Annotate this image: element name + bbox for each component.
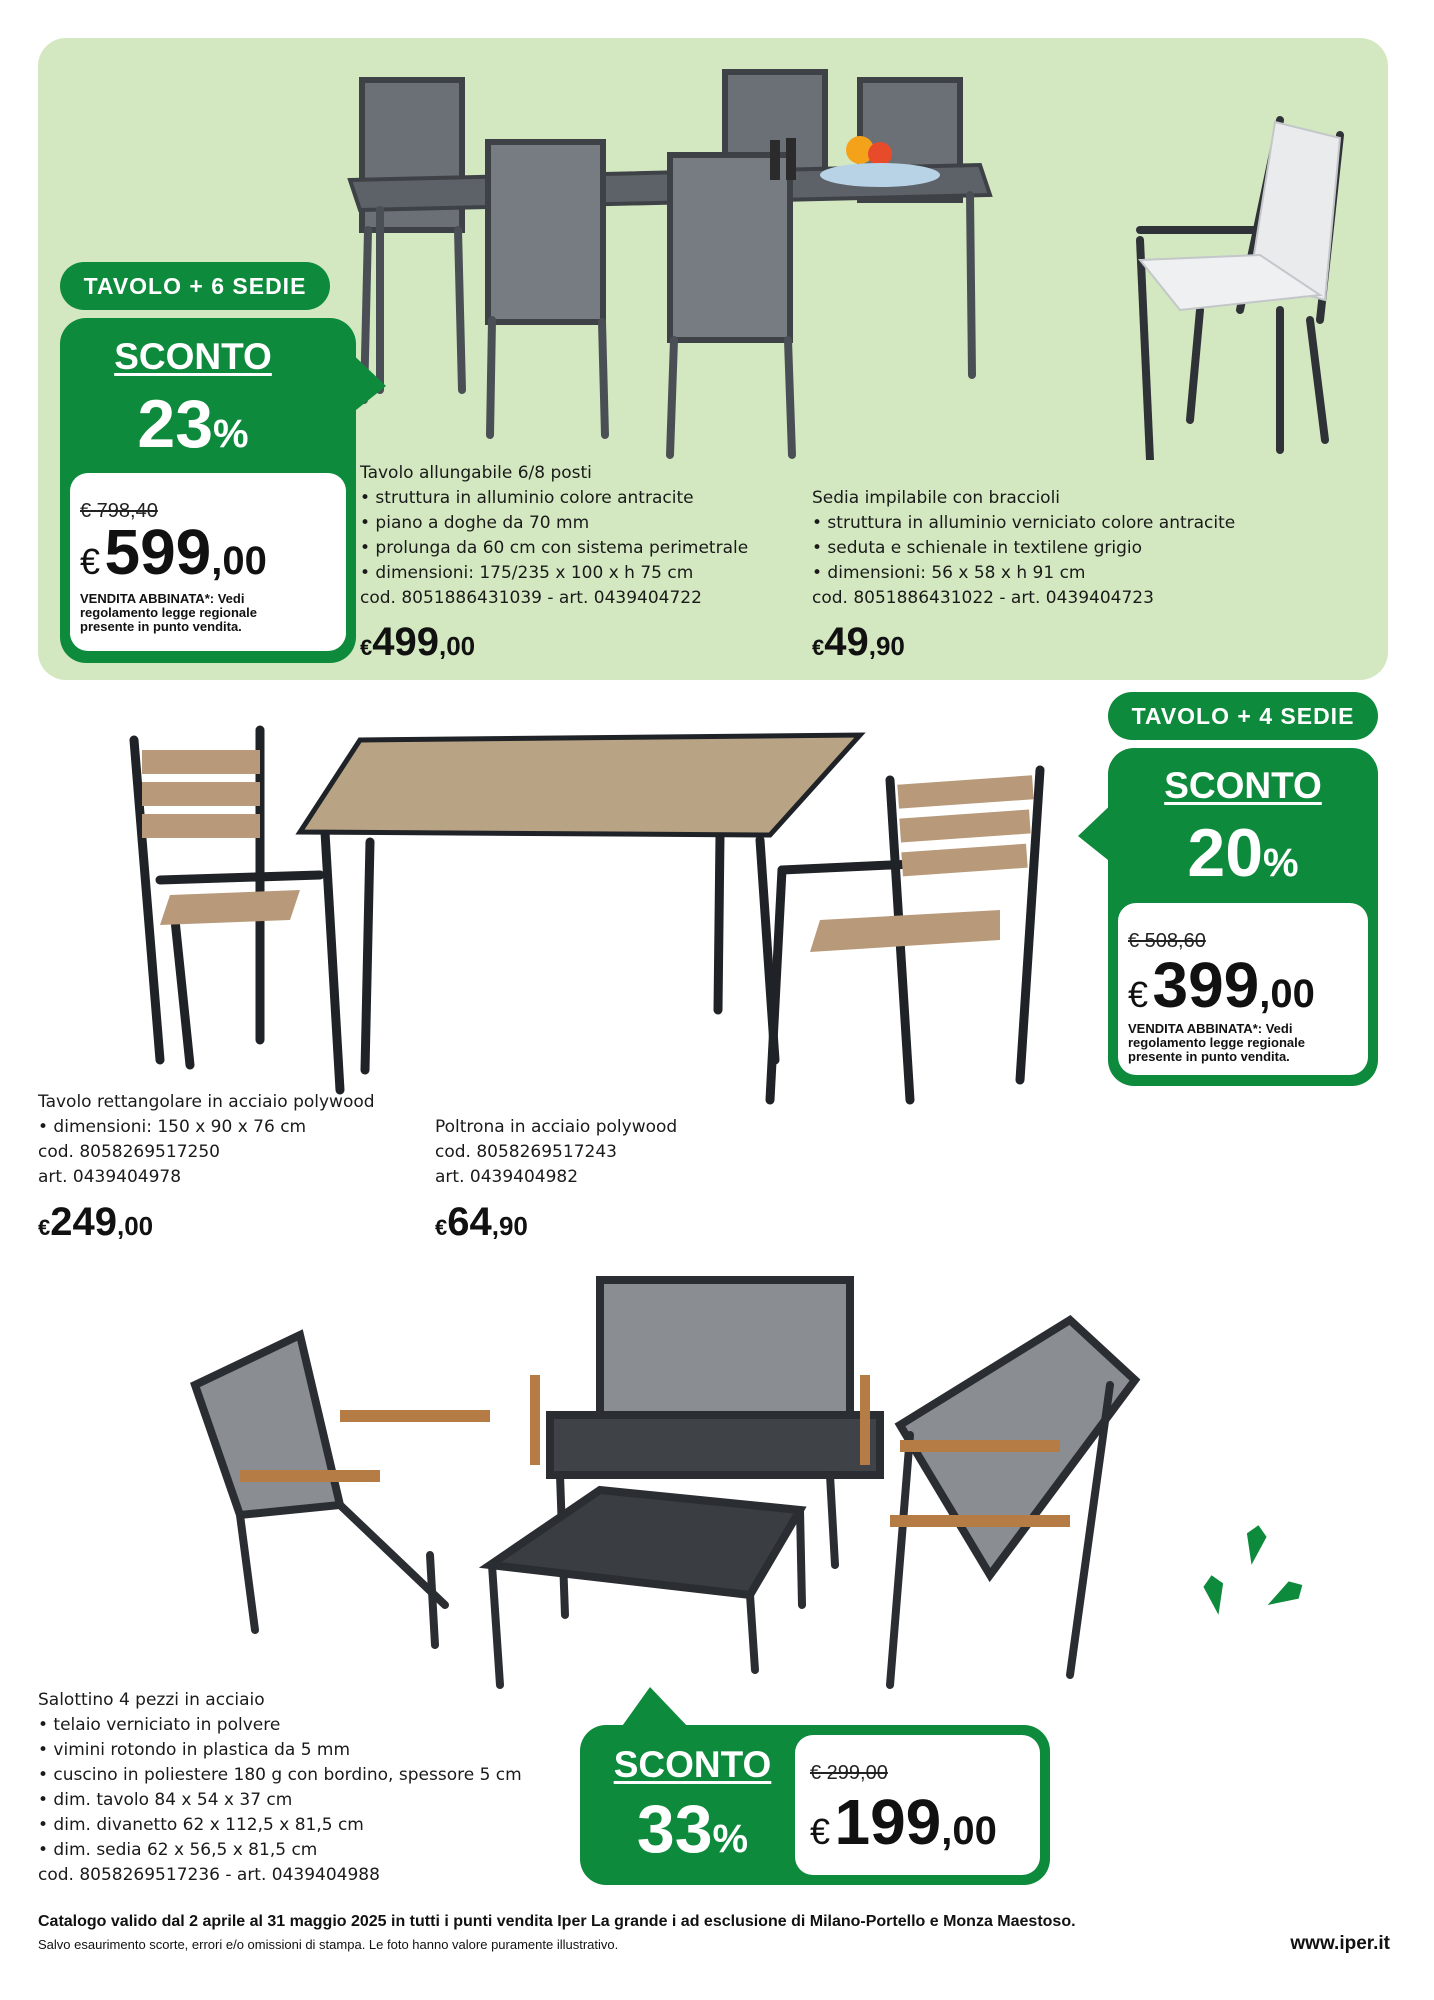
bundle-price <box>810 1785 997 1859</box>
old-price: € 508,60 <box>1128 930 1206 952</box>
product-description-extendable-table: Tavolo allungabile 6/8 posti • struttura in alluminio colore antracite • piano a doghe da 70 mm • prolunga da 60 cm con sistema perimetrale • dimensioni: 175/235 x 100 x h 75 cm cod. 8051886431039 - art. 0439404722 <box>360 463 749 608</box>
discount-number: 20 <box>1187 815 1264 891</box>
price-decimal: ,00 <box>211 539 267 583</box>
bundle-price <box>1128 948 1315 1022</box>
website-url: www.iper.it <box>1290 1933 1390 1954</box>
product-description-polywood-armchair: Poltrona in acciaio polywood cod. 8058269517243 art. 0439404982 <box>435 1117 678 1187</box>
bundle-price <box>80 515 267 589</box>
percent-symbol: % <box>1263 841 1299 885</box>
old-price: € 299,00 <box>810 1762 888 1784</box>
price-integer: 199 <box>834 1786 942 1858</box>
product-description-polywood-table: Tavolo rettangolare in acciaio polywood • dimensioni: 150 x 90 x 76 cm cod. 8058269517250 art. 0439404978 <box>38 1092 375 1187</box>
product-description-lounge-set: Salottino 4 pezzi in acciaio • telaio verniciato in polvere • vimini rotondo in plastica da 5 mm • cuscino in poliestere 180 g con bordino, spessore 5 cm • dim. tavolo 84 x 54 x 37 cm • dim. divanetto 62 x 112,5 x 81,5 cm • dim. sedia 62 x 56,5 x 81,5 cm cod. 8058269517236 - art. 0439404988 <box>38 1690 522 1885</box>
currency-symbol: € <box>80 541 101 582</box>
speech-tail-shape <box>620 1687 690 1729</box>
sconto-label: SCONTO <box>613 1744 772 1785</box>
price-polywood-table: €249,00 <box>38 1200 154 1244</box>
currency-symbol: € <box>1128 974 1149 1015</box>
validity-note: Catalogo valido dal 2 aprile al 31 maggio 2025 in tutti i punti vendita Iper La grande i ad esclusione di Milano-Portello e Monza Maestoso. <box>38 1913 1076 1930</box>
old-price: € 798,40 <box>80 500 158 522</box>
discount-percent <box>1108 814 1378 892</box>
price-integer: 399 <box>1152 949 1260 1021</box>
discount-number: 33 <box>636 1791 713 1867</box>
cushioned-stackable-chair-image <box>1120 110 1350 460</box>
aluminium-dining-set-image <box>340 60 1000 460</box>
product-description-stackable-chair: Sedia impilabile con braccioli • struttura in alluminio verniciato colore antracite • seduta e schienale in textilene grigio • dimensioni: 56 x 58 x h 91 cm cod. 8051886431022 - art. 0439404723 <box>812 488 1236 608</box>
currency-symbol: € <box>810 1811 831 1852</box>
price-polywood-armchair: €64,90 <box>435 1200 528 1244</box>
bundle-pill-table-4-chairs: TAVOLO + 4 SEDIE <box>1108 692 1378 740</box>
bundle-pill-table-6-chairs: TAVOLO + 6 SEDIE <box>60 262 330 310</box>
disclaimer-note: Salvo esaurimento scorte, errori e/o omissioni di stampa. Le foto hanno valore puramente illustrativo. <box>38 1937 619 1952</box>
sconto-label: SCONTO <box>114 336 272 377</box>
price-decimal: ,00 <box>941 1809 997 1853</box>
price-integer: 599 <box>104 516 212 588</box>
discount-number: 23 <box>137 386 214 462</box>
price-extendable-table: €499,00 <box>360 620 476 664</box>
percent-symbol: % <box>213 412 249 456</box>
discount-percent <box>60 385 326 463</box>
bundle-legal-note: VENDITA ABBINATA*: Vedi regolamento legge regionale presente in punto vendita. <box>80 591 257 634</box>
price-stackable-chair: €49,90 <box>812 620 905 664</box>
hearts-decoration-icon <box>1195 1515 1315 1635</box>
rope-lounge-set-image <box>190 1275 1170 1695</box>
discount-percent <box>605 1790 780 1868</box>
speech-tail-shape <box>346 348 386 418</box>
sconto-label: SCONTO <box>1164 765 1322 806</box>
price-decimal: ,00 <box>1259 972 1315 1016</box>
percent-symbol: % <box>712 1817 749 1861</box>
bundle-legal-note: VENDITA ABBINATA*: Vedi regolamento legge regionale presente in punto vendita. <box>1128 1021 1305 1064</box>
polywood-dining-set-image <box>120 720 1060 1120</box>
